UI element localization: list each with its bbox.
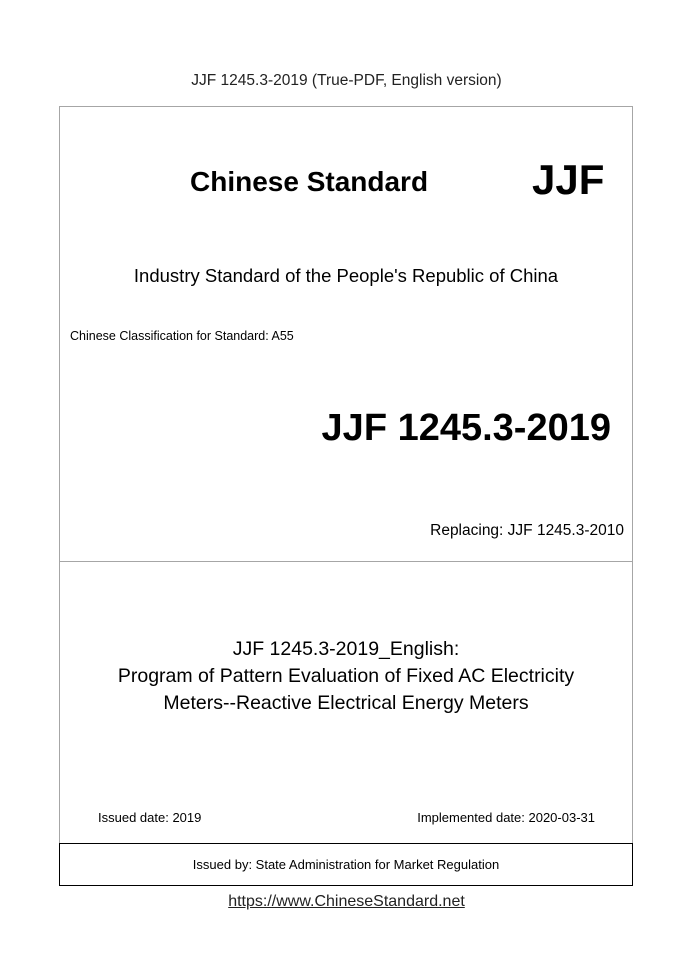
implemented-date: Implemented date: 2020-03-31 [417,810,595,825]
cover-code: JJF [532,156,605,203]
document-title [59,636,633,717]
standard-number: JJF 1245.3-2019 [321,407,611,449]
document-title-line: JJF 1245.3-2019_English: [232,638,460,660]
classification-label: Chinese Classification for Standard: A55 [70,329,294,343]
issued-by-label: Issued by: State Administration for Market Regulation [192,857,500,872]
website-link[interactable]: https://www.ChineseStandard.net [228,893,465,910]
document-title-line: Meters--Reactive Electrical Energy Meters [163,692,529,714]
cover-title: Chinese Standard [190,166,429,197]
cover-title-row [0,156,693,210]
document-title-line: Program of Pattern Evaluation of Fixed AC Electricity [117,665,575,687]
page-header: JJF 1245.3-2019 (True-PDF, English version) [191,72,502,89]
issued-date: Issued date: 2019 [98,810,202,825]
replacing-label: Replacing: JJF 1245.3-2010 [430,522,624,539]
industry-standard-label: Industry Standard of the People's Republic of China [133,265,559,286]
